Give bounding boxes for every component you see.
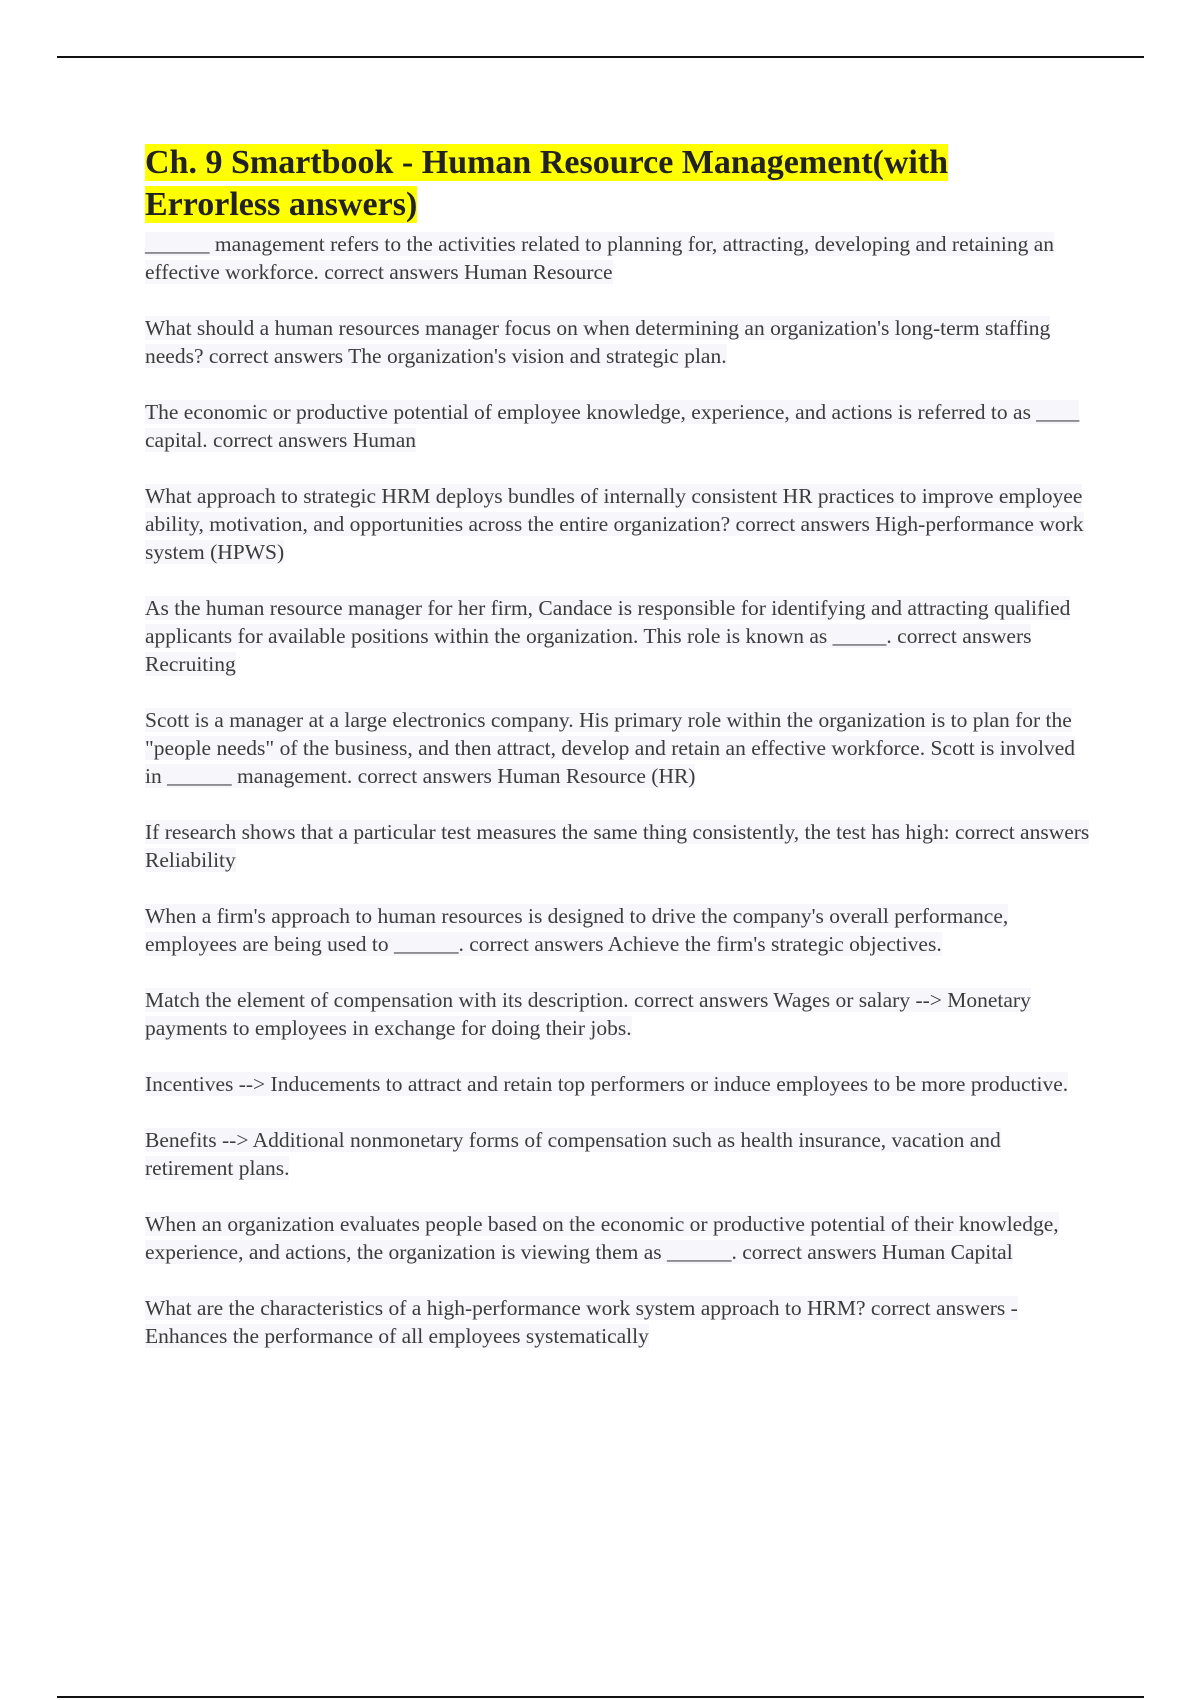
- qa-entry: [145, 902, 1090, 958]
- qa-entry: [145, 1210, 1090, 1266]
- qa-text: What are the characteristics of a high-performance work system approach to HRM? correct answers - Enhances the performance of all employees systematically: [145, 1296, 1018, 1348]
- qa-entry: [145, 706, 1090, 790]
- qa-text: When an organization evaluates people based on the economic or productive potential of their knowledge, experience, and actions, the organization is viewing them as ______. correct answers Human Capital: [145, 1212, 1059, 1264]
- qa-entry: [145, 594, 1090, 678]
- qa-text: What should a human resources manager focus on when determining an organization's long-term staffing needs? correct answers The organization's vision and strategic plan.: [145, 316, 1051, 368]
- document-body: [145, 142, 1090, 1378]
- qa-text: As the human resource manager for her firm, Candace is responsible for identifying and attracting qualified applicants for available positions within the organization. This role is known as _____. correct answers Recruiting: [145, 596, 1071, 676]
- qa-entry: [145, 1070, 1090, 1098]
- qa-text: What approach to strategic HRM deploys bundles of internally consistent HR practices to improve employee ability, motivation, and opportunities across the entire organization? correct answers High-performance work system (HPWS): [145, 484, 1084, 564]
- qa-text: When a firm's approach to human resources is designed to drive the company's overall performance, employees are being used to ______. correct answers Achieve the firm's strategic objectives.: [145, 904, 1009, 956]
- qa-text: Benefits --> Additional nonmonetary forms of compensation such as health insurance, vacation and retirement plans.: [145, 1128, 1001, 1180]
- qa-text: If research shows that a particular test measures the same thing consistently, the test has high: correct answers Reliability: [145, 820, 1090, 872]
- qa-entry: [145, 482, 1090, 566]
- qa-entry: [145, 818, 1090, 874]
- title-text: Ch. 9 Smartbook - Human Resource Management(with Errorless answers): [145, 144, 949, 223]
- qa-entry: [145, 398, 1090, 454]
- top-rule: [57, 56, 1144, 58]
- bottom-rule: [57, 1696, 1144, 1698]
- qa-text: ______ management refers to the activities related to planning for, attracting, developing and retaining an effective workforce. correct answers Human Resource: [145, 232, 1054, 284]
- qa-text: The economic or productive potential of employee knowledge, experience, and actions is referred to as ____ capital. correct answers Human: [145, 400, 1080, 452]
- qa-entry: [145, 230, 1090, 286]
- qa-text: Scott is a manager at a large electronics company. His primary role within the organization is to plan for the "people needs" of the business, and then attract, develop and retain an effective workforce. Scott is involved in ______ management. correct answers Human Resource (HR): [145, 708, 1076, 788]
- qa-entry: [145, 314, 1090, 370]
- document-title: [145, 142, 1090, 226]
- qa-entry: [145, 986, 1090, 1042]
- qa-entry: [145, 1294, 1090, 1350]
- qa-text: Match the element of compensation with its description. correct answers Wages or salary --> Monetary payments to employees in exchange for doing their jobs.: [145, 988, 1031, 1040]
- qa-text: Incentives --> Inducements to attract and retain top performers or induce employees to be more productive.: [145, 1072, 1069, 1096]
- qa-entry: [145, 1126, 1090, 1182]
